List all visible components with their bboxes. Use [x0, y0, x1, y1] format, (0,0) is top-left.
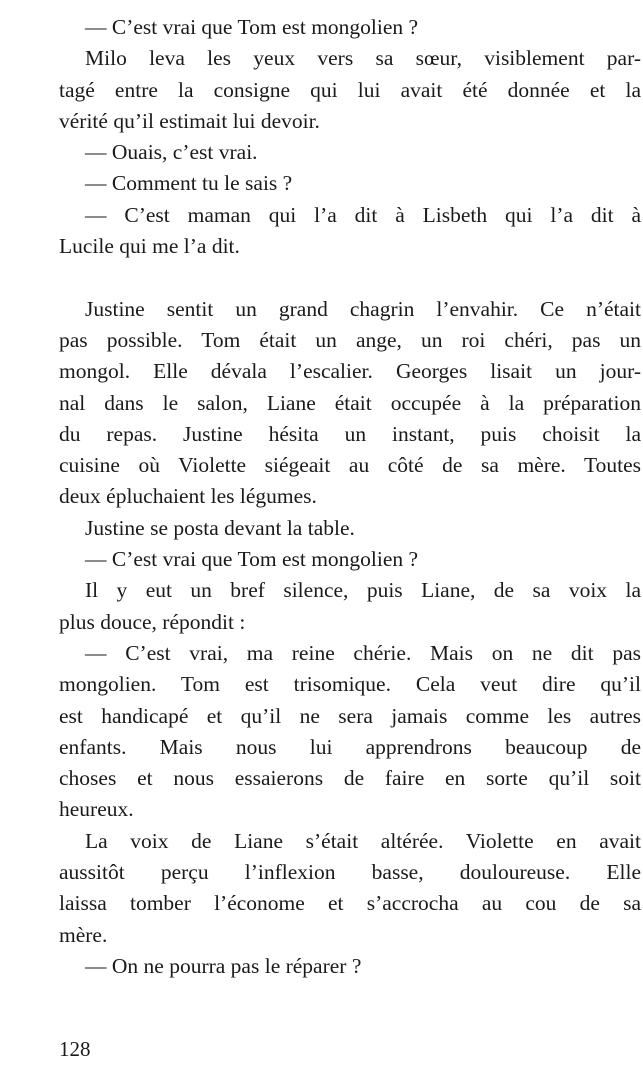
text-line: — C’est vrai, ma reine chérie. Mais on ne dit pas: [85, 640, 641, 665]
text-line: choses et nous essaierons de faire en sorte qu’il soit: [59, 766, 641, 791]
text-line: — Comment tu le sais ?: [85, 171, 293, 196]
text-line: — C’est vrai que Tom est mongolien ?: [85, 15, 419, 39]
text-line: heureux.: [59, 797, 134, 822]
text-line: mongol. Elle dévala l’escalier. Georges lisait un jour-: [59, 359, 641, 384]
page-number: 128: [59, 1037, 91, 1061]
text-line: — C’est maman qui l’a dit à Lisbeth qui l’a dit à: [85, 202, 641, 227]
text-line: plus douce, répondit :: [59, 609, 246, 634]
text-line: mongolien. Tom est trisomique. Cela veut dire qu’il: [59, 672, 641, 697]
text-line: enfants. Mais nous lui apprendrons beaucoup de: [59, 734, 641, 759]
text-line: deux épluchaient les légumes.: [59, 484, 317, 509]
text-line: pas possible. Tom était un ange, un roi chéri, pas un: [59, 327, 641, 352]
paragraph-break: [59, 262, 641, 293]
text-line: — Ouais, c’est vrai.: [85, 140, 258, 165]
text-line: vérité qu’il estimait lui devoir.: [59, 108, 320, 133]
text-line: Milo leva les yeux vers sa sœur, visiblement par-: [85, 46, 641, 71]
text-line: cuisine où Violette siégeait au côté de sa mère. Toutes: [59, 453, 641, 478]
text-line: — C’est vrai que Tom est mongolien ?: [85, 547, 419, 572]
text-line: tagé entre la consigne qui lui avait été donnée et la: [59, 77, 641, 102]
text-line: Justine sentit un grand chagrin l’envahir. Ce n’était: [85, 296, 641, 321]
text-line: nal dans le salon, Liane était occupée à la préparation: [59, 390, 641, 415]
text-line: Justine se posta devant la table.: [85, 515, 355, 540]
text-line: du repas. Justine hésita un instant, puis choisit la: [59, 421, 641, 446]
text-line: Il y eut un bref silence, puis Liane, de sa voix la: [85, 578, 641, 603]
text-line: La voix de Liane s’était altérée. Violette en avait: [85, 828, 641, 853]
text-line: aussitôt perçu l’inflexion basse, douloureuse. Elle: [59, 860, 641, 885]
book-page-text: [59, 12, 641, 982]
text-line: laissa tomber l’économe et s’accrocha au cou de sa: [59, 891, 641, 916]
text-line: Lucile qui me l’a dit.: [59, 234, 240, 259]
text-line: — On ne pourra pas le réparer ?: [85, 953, 362, 978]
text-line: mère.: [59, 922, 108, 947]
text-line: est handicapé et qu’il ne sera jamais comme les autres: [59, 703, 641, 728]
